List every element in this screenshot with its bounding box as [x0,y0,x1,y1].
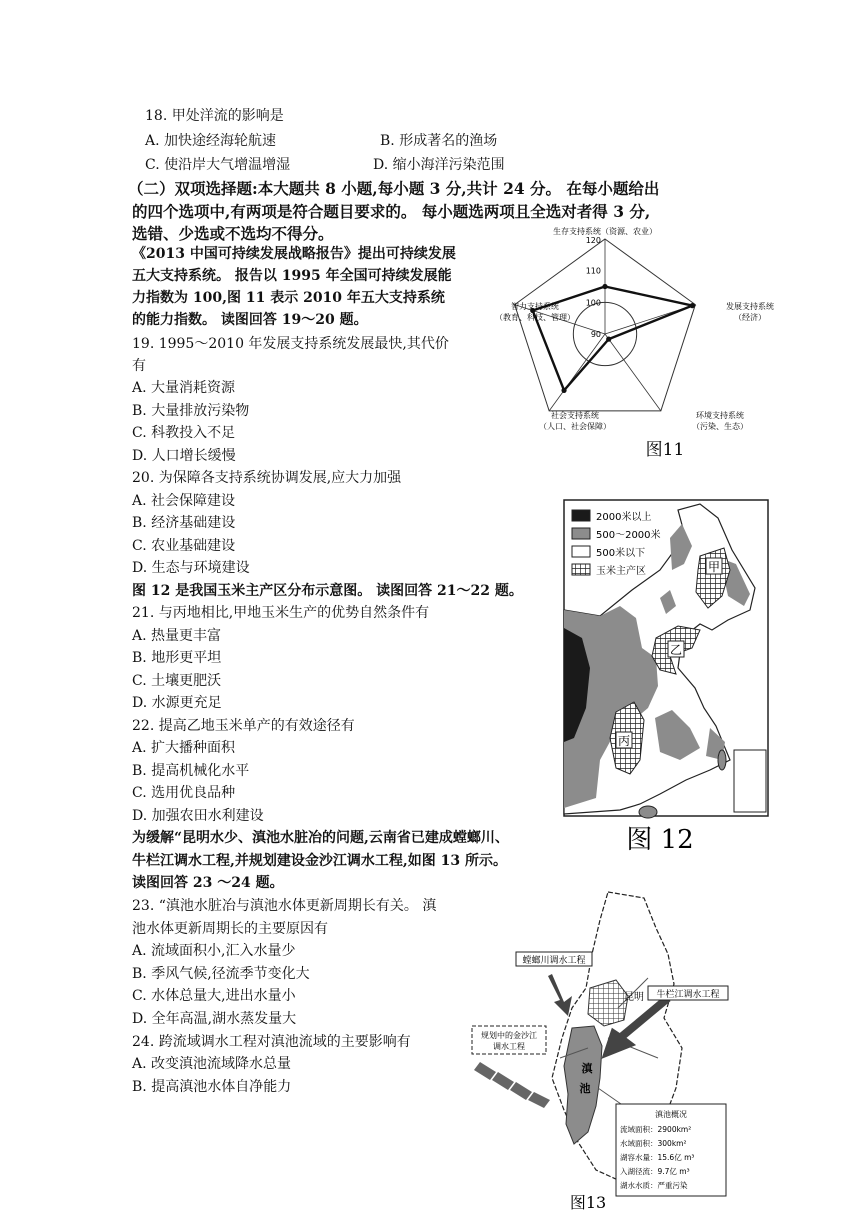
info-basin-area: 流域面积：2900km² [620,1125,692,1134]
intro11-line1: 《2013 中国可持续发展战略报告》提出可持续发展 [132,246,456,262]
intro11-line4: 的能力指数。 读图回答 19～20 题。 [132,312,368,328]
q22-option-d: D. 加强农田水利建设 [132,808,264,824]
q21-option-d: D. 水源更充足 [132,695,222,711]
label-jia: 甲 [707,560,721,574]
radar-tick-label: 110 [585,266,601,276]
taiwan-island [718,750,726,770]
axis-label-society: 社会支持系统 [551,411,599,420]
radar-axis [605,334,661,411]
q19-option-a: A. 大量消耗资源 [132,380,236,396]
label-kunming: 昆明 [624,992,644,1003]
q21-option-c: C. 土壤更肥沃 [132,673,222,689]
q18-stem: 18. 甲处洋流的影响是 [145,108,284,124]
radar-point [602,284,607,289]
figure-13-caption: 图13 [569,1193,607,1212]
tanglang-arrow [548,974,572,1016]
axis-label-environment: 环境支持系统 [696,411,744,420]
q20-option-d: D. 生态与环境建设 [132,560,250,576]
axis-label-survival: 生存支持系统（资源、农业） [553,227,657,236]
q19-stem-cont: 有 [132,358,146,374]
q18-option-b: B. 形成著名的渔场 [380,133,498,149]
axis-label-intellect: 智力支持系统 [511,302,559,311]
radar-point [606,337,611,342]
q22-option-c: C. 选用优良品种 [132,785,236,801]
q19-option-d: D. 人口增长缓慢 [132,448,236,464]
q20-option-b: B. 经济基础建设 [132,515,236,531]
q23-stem: 23. “滇池水脏冶与滇池水体更新周期长有关。 滇 [132,898,437,914]
q23-option-d: D. 全年高温,湖水蒸发量大 [132,1011,297,1027]
axis-label-intellect-sub: （教育、科技、管理） [495,313,575,322]
q24-option-a: A. 改变滇池流域降水总量 [132,1056,292,1072]
q24-stem: 24. 跨流域调水工程对滇池流域的主要影响有 [132,1034,411,1050]
info-water-area: 水域面积：300km² [620,1139,687,1148]
info-inflow: 入湖径流：9.7亿 m³ [620,1167,690,1176]
radar-tick-label: 90 [590,330,601,339]
figure-13-dianchi-map [468,888,730,1214]
q20-stem: 20. 为保障各支持系统协调发展,应大力加强 [132,470,402,486]
south-china-sea-inset [734,750,766,812]
label-dian: 滇 [581,1062,593,1075]
q23-option-a: A. 流域面积小,汇入水量少 [132,943,296,959]
info-volume: 湖容水量：15.6亿 m³ [620,1153,695,1162]
figure-11-radar-chart [480,222,780,462]
q23-option-b: B. 季风气候,径流季节变化大 [132,966,310,982]
label-niulan: 牛栏江调水工程 [656,990,720,1000]
label-jinsha: 规划中的金沙江 [481,1031,537,1040]
q20-option-a: A. 社会保障建设 [132,493,236,509]
radar-tick-label: 120 [585,236,601,245]
legend-500: 500米以下 [596,548,646,559]
q22-stem: 22. 提高乙地玉米单产的有效途径有 [132,718,355,734]
intro13-line3: 读图回答 23 ～24 题。 [132,875,284,891]
legend-500-2000: 500～2000米 [596,530,661,541]
section2-line1: （二）双项选择题:本大题共 8 小题,每小题 3 分,共计 24 分。 在每小题给出 [128,179,660,198]
q23-stem-cont: 池水体更新周期长的主要原因有 [132,921,328,937]
intro13-line1: 为缓解“昆明水少、滇池水脏冶的问题,云南省已建成螳螂川、 [132,830,509,846]
q19-option-b: B. 大量排放污染物 [132,403,250,419]
jinsha-arrows [474,1062,550,1108]
label-jinsha-sub: 调水工程 [493,1042,525,1051]
intro11-line2: 五大支持系统。 报告以 1995 年全国可持续发展能 [132,268,452,284]
intro12: 图 12 是我国玉米主产区分布示意图。 读图回答 21～22 题。 [132,583,523,599]
q19-stem: 19. 1995～2010 年发展支持系统发展最快,其代价 [132,336,449,352]
legend-2000: 2000米以上 [596,512,652,523]
axis-label-development-sub: （经济） [734,313,766,322]
intro11-line3: 力指数为 100,图 11 表示 2010 年五大支持系统 [132,290,445,306]
section2-line3: 选错、少选或不选均不得分。 [132,224,334,243]
label-yi: 乙 [669,643,683,657]
radar-series [530,284,695,393]
figure-12-corn-map [560,498,770,860]
q19-option-c: C. 科教投入不足 [132,425,236,441]
axis-label-environment-sub: （污染、生态） [692,422,748,431]
q18-option-a: A. 加快途经海轮航速 [145,133,277,149]
q18-option-c: C. 使沿岸大气增温增湿 [145,157,291,173]
q21-stem: 21. 与丙地相比,甲地玉米生产的优势自然条件有 [132,605,430,621]
radar-grid [515,239,696,411]
q23-option-c: C. 水体总量大,进出水量小 [132,988,296,1004]
axis-label-society-sub: （人口、社会保障） [539,422,611,431]
q20-option-c: C. 农业基础建设 [132,538,236,554]
info-title: 滇池概况 [655,1110,687,1119]
q22-option-a: A. 扩大播种面积 [132,740,236,756]
section2-line2: 的四个选项中,有两项是符合题目要求的。 每小题选两项且全选对者得 3 分, [132,202,651,221]
axis-label-development: 发展支持系统 [726,302,774,311]
q18-option-d: D. 缩小海洋污染范围 [373,157,505,173]
q21-option-a: A. 热量更丰富 [132,628,222,644]
intro13-line2: 牛栏江调水工程,并规划建设金沙江调水工程,如图 13 所示。 [132,853,507,869]
info-quality: 湖水水质：严重污染 [620,1181,688,1190]
radar-point [561,388,566,393]
figure-11-caption: 图11 [645,440,685,460]
figure-12-caption: 图 12 [626,825,694,855]
q22-option-b: B. 提高机械化水平 [132,763,250,779]
dianchi-info-box [616,1104,726,1196]
label-chi: 池 [579,1082,591,1095]
label-tanglang: 螳螂川调水工程 [522,956,586,966]
q21-option-b: B. 地形更平坦 [132,650,222,666]
hainan-island [639,806,657,818]
q24-option-b: B. 提高滇池水体自净能力 [132,1079,292,1095]
radar-point [690,303,695,308]
label-bing: 丙 [617,734,631,748]
legend-corn: 玉米主产区 [596,566,646,577]
radar-tick-label: 100 [585,298,601,308]
